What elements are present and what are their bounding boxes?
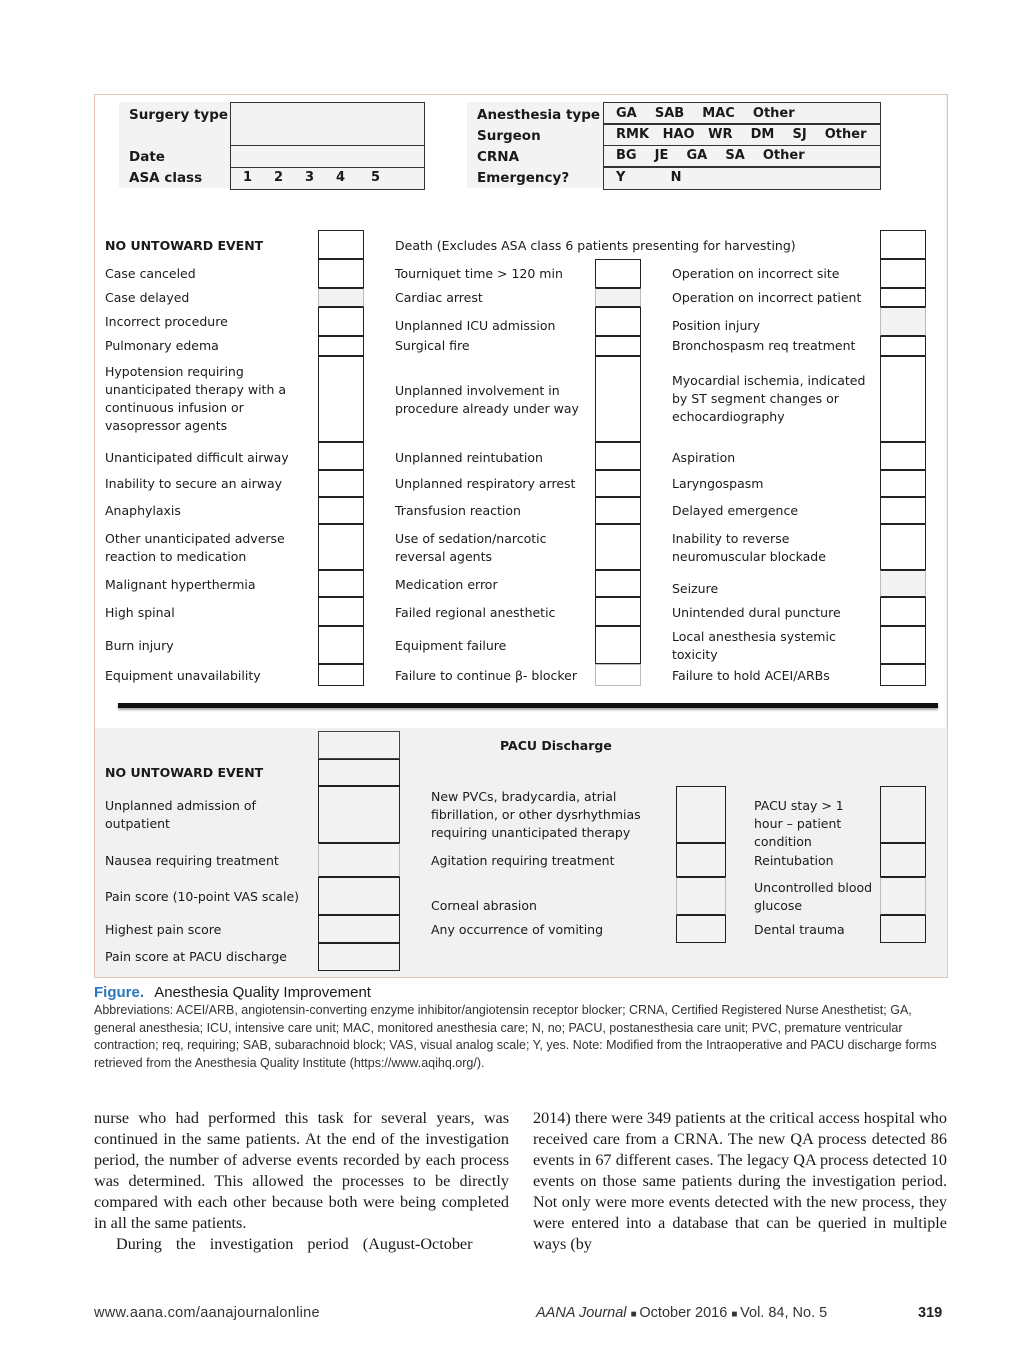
event-label: Anaphylaxis [105, 503, 181, 518]
emergency-options[interactable]: Y N [616, 170, 682, 185]
asa-option[interactable]: 4 [336, 170, 346, 185]
event-checkbox[interactable] [595, 356, 641, 442]
event-label: Position injury [672, 318, 760, 333]
event-label: Unanticipated difficult airway [105, 450, 289, 465]
event-checkbox[interactable] [880, 470, 926, 497]
anesthesia-options[interactable]: GA SAB MAC Other [616, 106, 795, 121]
event-label: Myocardial ischemia, indicated by ST segment changes or echocardiography [672, 373, 866, 424]
event-checkbox[interactable] [595, 597, 641, 626]
event-checkbox[interactable] [880, 442, 926, 470]
event-label: Cardiac arrest [395, 290, 483, 305]
emergency-label: Emergency? [477, 170, 570, 186]
footer-journal: AANA Journal [536, 1305, 627, 1321]
surgeon-options[interactable]: RMK HAO WR DM SJ Other [616, 127, 867, 142]
event-label: Inability to reverse neuromuscular blockade [672, 531, 826, 564]
pacu-checkbox[interactable] [880, 915, 926, 943]
event-label: Seizure [672, 581, 719, 596]
event-checkbox[interactable] [318, 288, 364, 307]
event-checkbox[interactable] [595, 626, 641, 664]
pacu-event-label: Nausea requiring treatment [105, 853, 279, 868]
body-left-column [94, 1108, 509, 1255]
pacu-event-label: Highest pain score [105, 922, 222, 937]
event-checkbox[interactable] [318, 497, 364, 524]
surgery-type-label: Surgery type [129, 107, 229, 123]
event-label: Laryngospasm [672, 476, 764, 491]
pacu-event-label: Any occurrence of vomiting [431, 922, 604, 937]
pacu-event-label: Unplanned admission of outpatient [105, 798, 256, 831]
bullet-icon: ■ [630, 1309, 640, 1320]
event-label: Delayed emergence [672, 503, 799, 518]
pacu-checkbox[interactable] [318, 943, 400, 971]
pacu-no-untoward-checkbox[interactable] [318, 759, 400, 786]
crna-options[interactable]: BG JE GA SA Other [616, 148, 805, 163]
event-checkbox[interactable] [880, 307, 926, 336]
event-label: Failure to continue β- blocker [395, 668, 577, 683]
pacu-event-label: Pain score (10-point VAS scale) [105, 889, 300, 904]
surgeon-label: Surgeon [477, 128, 541, 144]
event-checkbox[interactable] [595, 664, 641, 686]
pacu-checkbox[interactable] [318, 786, 400, 843]
pacu-checkbox[interactable] [676, 877, 726, 915]
event-label: Use of sedation/narcotic reversal agents [395, 531, 547, 564]
footer-issue: October 2016 [639, 1305, 728, 1321]
section-divider [118, 703, 938, 708]
event-checkbox[interactable] [318, 570, 364, 597]
event-label: Medication error [395, 577, 498, 592]
pacu-event-label: Reintubation [754, 853, 834, 868]
event-checkbox[interactable] [595, 288, 641, 307]
pacu-checkbox[interactable] [880, 786, 926, 843]
event-checkbox[interactable] [318, 259, 364, 288]
date-field[interactable] [230, 145, 425, 168]
asa-option[interactable]: 1 [243, 170, 253, 185]
figure-abbreviations: Abbreviations: ACEI/ARB, angiotensin-converting enzyme inhibitor/angiotensin receptor blocker; CRNA, Certified Registered Nurse Anesthetist; GA, general anesthesia; ICU, intensive care unit; MAC, monitored anesthesia care; N, no; PACU, postanesthesia care unit; PVC, premature ventricular contraction; req, requiring; SAB, subarachnoid block; VAS, visual analog scale; Y, yes. Note: Modified from the Intraoperative and PACU discharge forms retrieved from the Anesthesia Quality Institute (https://www.aqihq.org/). [94, 1003, 937, 1070]
event-label: Pulmonary edema [105, 338, 219, 353]
event-label: Bronchospasm req treatment [672, 338, 856, 353]
asa-option[interactable]: 3 [305, 170, 315, 185]
asa-class-field[interactable] [230, 167, 425, 190]
crna-label: CRNA [477, 149, 520, 165]
figure-title: Anesthesia Quality Improvement [154, 984, 371, 1001]
pacu-event-label: Corneal abrasion [431, 898, 537, 913]
pacu-checkbox[interactable] [318, 877, 400, 915]
pacu-event-label: Pain score at PACU discharge [105, 949, 287, 964]
pacu-checkbox[interactable] [676, 786, 726, 843]
surgery-type-field[interactable] [230, 102, 425, 146]
footer-citation [536, 1305, 827, 1321]
event-checkbox[interactable] [595, 470, 641, 497]
event-label: Tourniquet time > 120 min [395, 266, 563, 281]
pacu-checkbox[interactable] [676, 843, 726, 877]
event-checkbox[interactable] [318, 626, 364, 664]
event-label: Failure to hold ACEI/ARBs [672, 668, 830, 683]
body-paragraph: During the investigation period (August-October [116, 1235, 473, 1253]
figure-label: Figure. [94, 984, 145, 1001]
pacu-event-label: PACU stay > 1 hour – patient condition [754, 798, 844, 849]
pacu-checkbox[interactable] [318, 843, 400, 877]
event-checkbox[interactable] [880, 664, 926, 686]
event-checkbox[interactable] [880, 288, 926, 307]
footer-url[interactable]: www.aana.com/aanajournalonline [94, 1305, 320, 1321]
event-label: Unplanned reintubation [395, 450, 543, 465]
event-checkbox[interactable] [595, 497, 641, 524]
event-checkbox[interactable] [595, 307, 641, 336]
pacu-checkbox[interactable] [880, 843, 926, 877]
event-checkbox[interactable] [318, 597, 364, 626]
event-checkbox[interactable] [318, 356, 364, 442]
event-checkbox[interactable] [318, 442, 364, 470]
pacu-checkbox[interactable] [880, 877, 926, 915]
pacu-checkbox[interactable] [318, 915, 400, 943]
event-label: Case canceled [105, 266, 196, 281]
event-label: Aspiration [672, 450, 736, 465]
event-checkbox[interactable] [318, 470, 364, 497]
event-label: Hypotension requiring unanticipated therapy with a continuous infusion or vasopressor agents [105, 364, 287, 433]
event-label: Unplanned ICU admission [395, 318, 556, 333]
event-label: Unintended dural puncture [672, 605, 841, 620]
event-checkbox[interactable] [318, 664, 364, 686]
event-checkbox[interactable] [880, 570, 926, 597]
bullet-icon: ■ [731, 1309, 741, 1320]
event-label: Equipment failure [395, 638, 507, 653]
event-label: Equipment unavailability [105, 668, 261, 683]
pacu-event-label: Dental trauma [754, 922, 845, 937]
body-right-column: 2014) there were 349 patients at the critical access hospital who received care from a CRNA. The new QA process detected 86 events in 67 different cases. The legacy QA process detected 10 events on those same patients during the investigation period. Not only were more events detected with the new process, they were entered into a database that can be queried in multiple ways (by [533, 1109, 947, 1253]
event-label: Failed regional anesthetic [395, 605, 556, 620]
body-paragraph: nurse who had performed this task for several years, was continued in the same patients. At the end of the investigation period, the number of adverse events recorded by each process was determined. This allowed the processes to be directly compared with each other because both were being completed in all the same patients. [94, 1109, 509, 1232]
pacu-event-label: Agitation requiring treatment [431, 853, 615, 868]
event-checkbox[interactable] [318, 307, 364, 336]
death-label: Death (Excludes ASA class 6 patients presenting for harvesting) [395, 238, 796, 253]
page-number: 319 [918, 1305, 943, 1321]
event-label: Burn injury [105, 638, 174, 653]
event-label: Other unanticipated adverse reaction to medication [105, 531, 285, 564]
pacu-no-untoward-label: NO UNTOWARD EVENT [105, 765, 264, 780]
event-checkbox[interactable] [595, 336, 641, 356]
event-label: Surgical fire [395, 338, 470, 353]
event-checkbox[interactable] [595, 259, 641, 288]
pacu-title: PACU Discharge [500, 738, 612, 753]
death-checkbox[interactable] [880, 230, 926, 259]
pacu-checkbox[interactable] [676, 915, 726, 943]
event-label: Case delayed [105, 290, 190, 305]
footer-volume: Vol. 84, No. 5 [740, 1305, 828, 1321]
event-label: High spinal [105, 605, 175, 620]
event-label: Unplanned involvement in procedure already under way [395, 383, 579, 416]
event-checkbox[interactable] [595, 570, 641, 597]
event-label: Incorrect procedure [105, 314, 228, 329]
event-label: Operation on incorrect site [672, 266, 840, 281]
event-checkbox[interactable] [880, 336, 926, 356]
event-checkbox[interactable] [880, 356, 926, 442]
event-label: Unplanned respiratory arrest [395, 476, 576, 491]
event-checkbox[interactable] [595, 442, 641, 470]
pacu-event-label: New PVCs, bradycardia, atrial fibrillation, or other dysrhythmias requiring unanticipated therapy [431, 789, 641, 840]
event-checkbox[interactable] [880, 524, 926, 570]
event-checkbox[interactable] [880, 626, 926, 664]
event-checkbox[interactable] [595, 524, 641, 570]
event-checkbox[interactable] [318, 524, 364, 570]
asa-option[interactable]: 5 [371, 170, 381, 185]
event-checkbox[interactable] [880, 497, 926, 524]
date-label: Date [129, 149, 165, 165]
asa-option[interactable]: 2 [274, 170, 284, 185]
pacu-header-cell [318, 731, 400, 759]
event-checkbox[interactable] [318, 336, 364, 356]
no-untoward-checkbox[interactable] [318, 230, 364, 259]
anesthesia-type-label: Anesthesia type [477, 107, 601, 123]
event-checkbox[interactable] [880, 597, 926, 626]
event-label: Operation on incorrect patient [672, 290, 862, 305]
event-checkbox[interactable] [880, 259, 926, 288]
event-label: Inability to secure an airway [105, 476, 283, 491]
asa-class-label: ASA class [129, 170, 203, 186]
event-label: Transfusion reaction [395, 503, 521, 518]
figure-caption-title [94, 983, 946, 1002]
no-untoward-event-label: NO UNTOWARD EVENT [105, 238, 264, 253]
event-label: Local anesthesia systemic toxicity [672, 629, 836, 662]
pacu-event-label: Uncontrolled blood glucose [754, 880, 873, 913]
event-label: Malignant hyperthermia [105, 577, 256, 592]
